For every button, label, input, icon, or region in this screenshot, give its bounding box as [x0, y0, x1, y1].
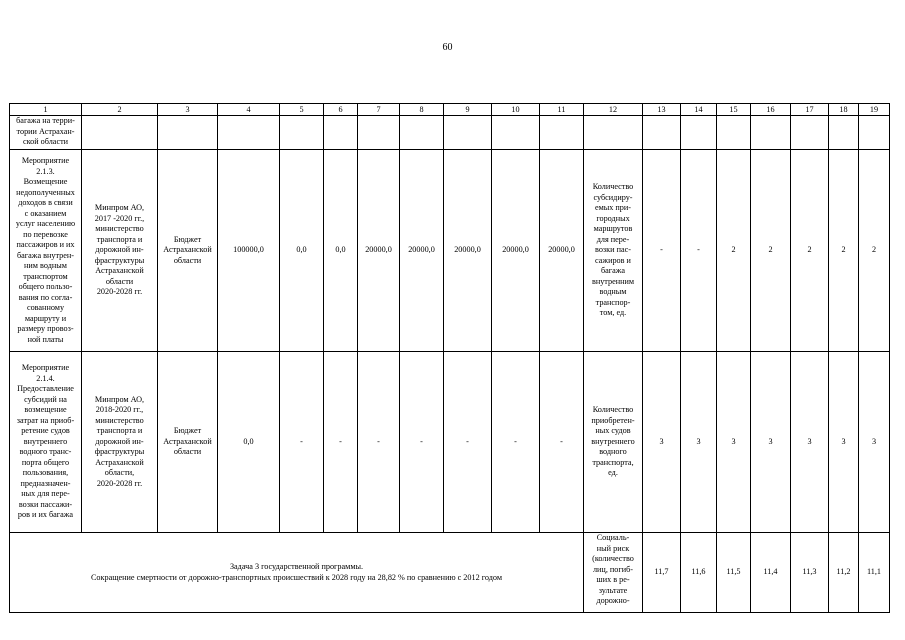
- col-header: 9: [444, 104, 492, 116]
- table-cell: -: [358, 352, 400, 533]
- table-cell: [280, 116, 324, 150]
- col-header: 2: [82, 104, 158, 116]
- col-header: 6: [324, 104, 358, 116]
- table-cell: Количество субсидиру- емых при- городных маршрутов для пере- возки пас- сажиров и багажа внутренним водным транспор- том, ед.: [584, 150, 643, 352]
- table-cell: -: [324, 352, 358, 533]
- table-cell: 3: [643, 352, 681, 533]
- task-text: Сокращение смертности от дорожно-транспортных происшествий к 2028 году на 28,82 % по сравнению с 2012 годом: [90, 572, 503, 582]
- table-cell: Мероприятие 2.1.3. Возмещение недополученных доходов в связи с оказанием услуг населению по перевозке пассажиров и их багажа внутрен- ним водным транспортом общего пользо- вания по согла- сованному маршруту и размеру провоз- ной платы: [10, 150, 82, 352]
- table-cell: 3: [829, 352, 859, 533]
- task-indicator: Социаль- ный риск (количество лиц, погиб- ших в ре- зультате дорожно-: [584, 533, 643, 613]
- page-number: 60: [442, 42, 453, 53]
- col-header: 4: [218, 104, 280, 116]
- table-cell: Минпром АО, 2018-2020 гг., министерство транспорта и дорожной ин- фраструктуры Астраханской области, 2020-2028 гг.: [82, 352, 158, 533]
- table-cell: [218, 116, 280, 150]
- col-header: 17: [791, 104, 829, 116]
- column-number-row: [10, 104, 890, 116]
- task-description: [10, 533, 584, 613]
- col-header: 1: [10, 104, 82, 116]
- table-cell: -: [643, 150, 681, 352]
- table-cell: [540, 116, 584, 150]
- table-cell: 20000,0: [492, 150, 540, 352]
- table-cell: Количество приобретен- ных судов внутреннего водного транспорта, ед.: [584, 352, 643, 533]
- table-cell: -: [681, 150, 717, 352]
- table-cell: [492, 116, 540, 150]
- table-cell: 100000,0: [218, 150, 280, 352]
- table-cell: [859, 116, 890, 150]
- table-cell: 20000,0: [540, 150, 584, 352]
- table-cell: [158, 116, 218, 150]
- col-header: 10: [492, 104, 540, 116]
- table-cell: [829, 116, 859, 150]
- table-cell: 11,3: [791, 533, 829, 613]
- table-cell: 2: [859, 150, 890, 352]
- task-row: [10, 533, 890, 613]
- table-cell: 2: [751, 150, 791, 352]
- col-header: 18: [829, 104, 859, 116]
- table-cell: 3: [681, 352, 717, 533]
- table-cell: 3: [859, 352, 890, 533]
- table-cell: -: [540, 352, 584, 533]
- program-table: [9, 103, 890, 613]
- table-row: [10, 116, 890, 150]
- table-cell: 0,0: [218, 352, 280, 533]
- table-cell: [717, 116, 751, 150]
- table-cell: 11,2: [829, 533, 859, 613]
- col-header: 16: [751, 104, 791, 116]
- table-cell: 3: [751, 352, 791, 533]
- table-cell: [791, 116, 829, 150]
- table-cell: Бюджет Астраханской области: [158, 150, 218, 352]
- table-cell: [400, 116, 444, 150]
- table-cell: багажа на терри- тории Астрахан- ской области: [10, 116, 82, 150]
- table-cell: 2: [829, 150, 859, 352]
- table-cell: [324, 116, 358, 150]
- col-header: 7: [358, 104, 400, 116]
- table-cell: 2: [717, 150, 751, 352]
- table-cell: [681, 116, 717, 150]
- col-header: 14: [681, 104, 717, 116]
- col-header: 12: [584, 104, 643, 116]
- table-cell: 0,0: [324, 150, 358, 352]
- task-title: Задача 3 государственной программы.: [229, 562, 364, 571]
- table-cell: -: [400, 352, 444, 533]
- table-cell: 20000,0: [358, 150, 400, 352]
- table-cell: 11,7: [643, 533, 681, 613]
- table-row: [10, 352, 890, 533]
- table-cell: [82, 116, 158, 150]
- table-cell: Минпром АО, 2017 -2020 гг., министерство транспорта и дорожной ин- фраструктуры Астраханской области 2020-2028 гг.: [82, 150, 158, 352]
- col-header: 5: [280, 104, 324, 116]
- table-cell: -: [492, 352, 540, 533]
- table-cell: 20000,0: [444, 150, 492, 352]
- table-cell: 11,1: [859, 533, 890, 613]
- table-cell: 11,4: [751, 533, 791, 613]
- table-cell: 3: [791, 352, 829, 533]
- table-row: [10, 150, 890, 352]
- col-header: 13: [643, 104, 681, 116]
- table-cell: [751, 116, 791, 150]
- col-header: 11: [540, 104, 584, 116]
- table-cell: 20000,0: [400, 150, 444, 352]
- table-cell: 3: [717, 352, 751, 533]
- table-cell: [444, 116, 492, 150]
- table-cell: Мероприятие 2.1.4. Предоставление субсидий на возмещение затрат на приоб- ретение судов внутреннего водного транс- порта общего пользования, предназначен- ных для пере- возки пассажи- ров и их багажа: [10, 352, 82, 533]
- table-cell: 11,5: [717, 533, 751, 613]
- col-header: 8: [400, 104, 444, 116]
- table-cell: Бюджет Астраханской области: [158, 352, 218, 533]
- table-cell: -: [280, 352, 324, 533]
- col-header: 15: [717, 104, 751, 116]
- table-cell: [643, 116, 681, 150]
- table-cell: [358, 116, 400, 150]
- col-header: 3: [158, 104, 218, 116]
- table-cell: [584, 116, 643, 150]
- col-header: 19: [859, 104, 890, 116]
- table-cell: -: [444, 352, 492, 533]
- table-cell: 2: [791, 150, 829, 352]
- table-cell: 11,6: [681, 533, 717, 613]
- table-cell: 0,0: [280, 150, 324, 352]
